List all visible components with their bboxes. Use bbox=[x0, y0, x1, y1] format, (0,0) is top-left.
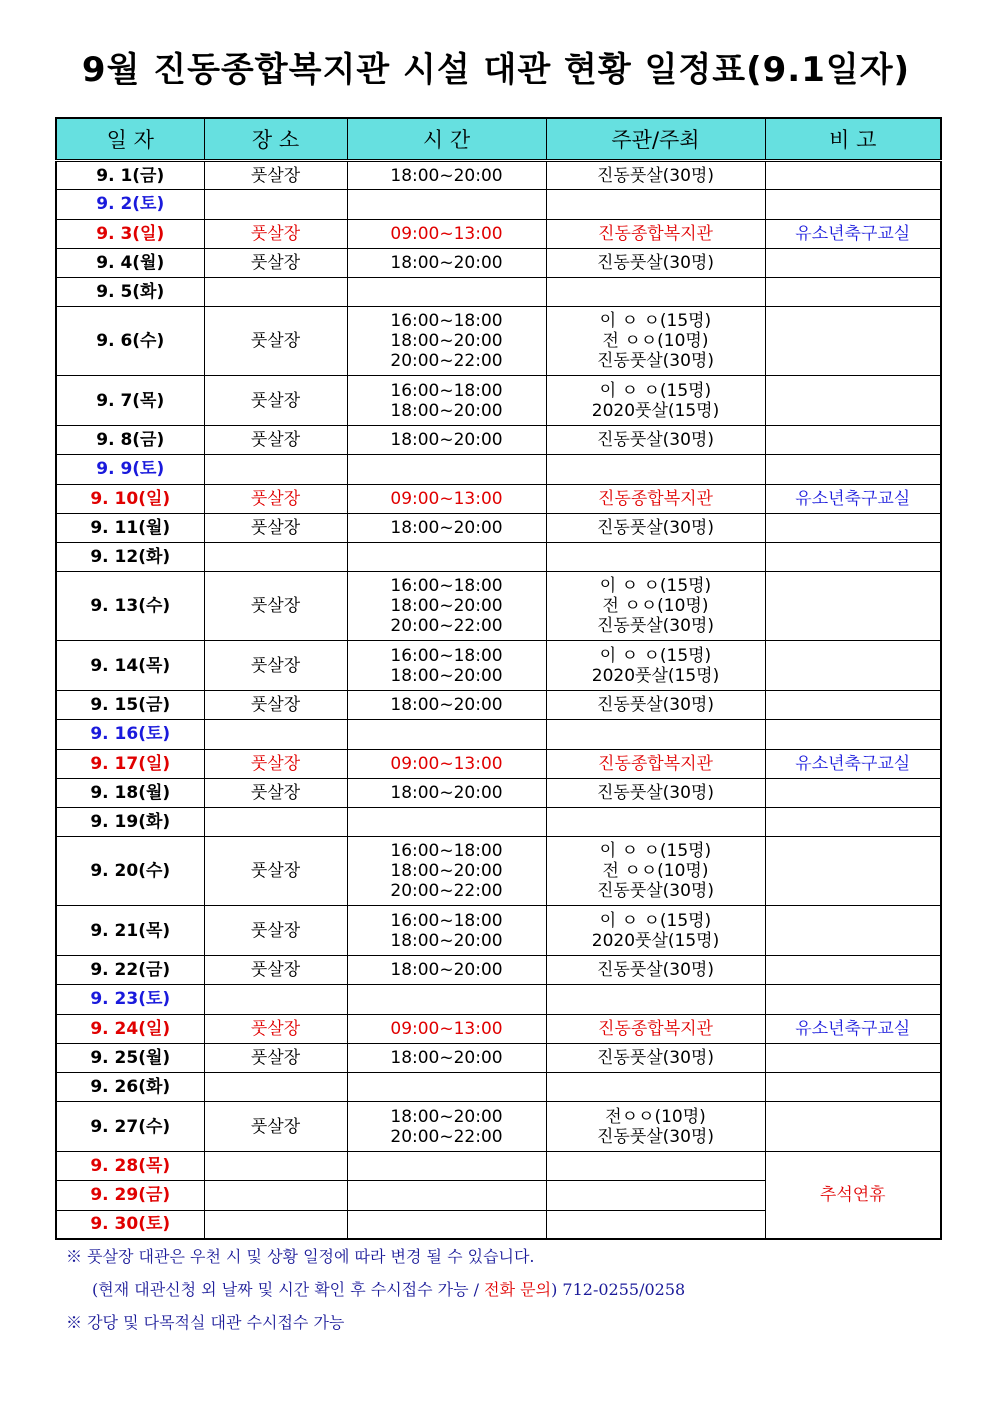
date-cell: 9. 6(수) bbox=[56, 307, 204, 376]
time-cell bbox=[347, 1210, 546, 1239]
time-cell bbox=[347, 425, 546, 454]
hosts-line: 이 ㅇ ㅇ(15명) bbox=[599, 645, 712, 666]
table-row bbox=[56, 513, 941, 542]
times-line: 18:00~20:00 bbox=[390, 596, 503, 617]
times-line: 18:00~20:00 bbox=[390, 783, 503, 803]
hosts-line: 진동종합복지관 bbox=[598, 753, 713, 774]
place-cell: 풋살장 bbox=[204, 641, 347, 691]
date-cell: 9. 22(금) bbox=[56, 955, 204, 984]
times-line: 09:00~13:00 bbox=[390, 223, 503, 244]
table-row bbox=[56, 190, 941, 219]
place-cell bbox=[204, 190, 347, 219]
host-cell bbox=[546, 906, 765, 956]
date-cell: 9. 23(토) bbox=[56, 985, 204, 1014]
host-cell bbox=[546, 1073, 765, 1102]
time-cell bbox=[347, 513, 546, 542]
note-cell bbox=[765, 1073, 941, 1102]
table-row bbox=[56, 690, 941, 719]
host-cell bbox=[546, 720, 765, 749]
note-cell bbox=[765, 778, 941, 807]
time-cell bbox=[347, 720, 546, 749]
time-cell bbox=[347, 906, 546, 956]
time-cell bbox=[347, 955, 546, 984]
note-cell bbox=[765, 455, 941, 484]
note-cell bbox=[765, 955, 941, 984]
date-cell: 9. 19(화) bbox=[56, 808, 204, 837]
table-row bbox=[56, 808, 941, 837]
header-host: 주관/주최 bbox=[546, 118, 765, 161]
hosts-line: 진동풋살(30명) bbox=[596, 783, 714, 803]
note-cell bbox=[765, 307, 941, 376]
time-cell bbox=[347, 1102, 546, 1152]
time-cell bbox=[347, 690, 546, 719]
place-cell bbox=[204, 543, 347, 572]
date-cell: 9. 11(월) bbox=[56, 513, 204, 542]
hosts-line: 진동풋살(30명) bbox=[596, 960, 714, 981]
table-row bbox=[56, 1043, 941, 1072]
hosts-line: 진동종합복지관 bbox=[598, 223, 713, 244]
header-row bbox=[56, 118, 941, 161]
note-cell bbox=[765, 190, 941, 219]
times-line: 18:00~20:00 bbox=[390, 253, 503, 274]
date-cell: 9. 24(일) bbox=[56, 1014, 204, 1043]
place-cell bbox=[204, 1210, 347, 1239]
table-row bbox=[56, 1073, 941, 1102]
table-row bbox=[56, 641, 941, 691]
place-cell: 풋살장 bbox=[204, 484, 347, 513]
host-cell bbox=[546, 808, 765, 837]
place-cell bbox=[204, 720, 347, 749]
table-row bbox=[56, 376, 941, 426]
note-cell bbox=[765, 513, 941, 542]
place-cell: 풋살장 bbox=[204, 161, 347, 190]
host-cell bbox=[546, 307, 765, 376]
note-cell bbox=[765, 1102, 941, 1152]
place-cell bbox=[204, 985, 347, 1014]
hosts-line: 진동풋살(30명) bbox=[596, 165, 714, 186]
time-cell bbox=[347, 985, 546, 1014]
date-cell: 9. 1(금) bbox=[56, 161, 204, 190]
table-row bbox=[56, 749, 941, 778]
footnote-contact-a: (현재 대관신청 외 날짜 및 시간 확인 후 수시접수 가능 / bbox=[92, 1280, 485, 1299]
date-cell: 9. 14(목) bbox=[56, 641, 204, 691]
date-cell: 9. 27(수) bbox=[56, 1102, 204, 1152]
time-cell bbox=[347, 161, 546, 190]
times-line: 18:00~20:00 bbox=[390, 665, 503, 686]
times-line: 16:00~18:00 bbox=[390, 576, 503, 597]
place-cell: 풋살장 bbox=[204, 248, 347, 277]
holiday-note-cell: 추석연휴 bbox=[765, 1151, 941, 1239]
hosts-line: 진동풋살(30명) bbox=[596, 351, 714, 372]
date-cell: 9. 10(일) bbox=[56, 484, 204, 513]
hosts-line: 진동풋살(30명) bbox=[596, 430, 714, 451]
times-line: 16:00~18:00 bbox=[390, 645, 503, 666]
time-cell bbox=[347, 1181, 546, 1210]
hosts-line: 전ㅇㅇ(10명) bbox=[605, 1106, 706, 1127]
footnote-weather: ※ 풋살장 대관은 우천 시 및 상황 일정에 따라 변경 될 수 있습니다. bbox=[66, 1247, 535, 1266]
footnote-contact-c: ) 712-0255/0258 bbox=[551, 1280, 686, 1299]
host-cell bbox=[546, 778, 765, 807]
time-cell bbox=[347, 808, 546, 837]
time-cell bbox=[347, 219, 546, 248]
host-cell bbox=[546, 190, 765, 219]
host-cell bbox=[546, 1210, 765, 1239]
header-note: 비 고 bbox=[765, 118, 941, 161]
note-cell bbox=[765, 837, 941, 906]
time-cell bbox=[347, 278, 546, 307]
place-cell: 풋살장 bbox=[204, 906, 347, 956]
hosts-line: 이 ㅇ ㅇ(15명) bbox=[599, 841, 712, 862]
host-cell bbox=[546, 455, 765, 484]
date-cell: 9. 9(토) bbox=[56, 455, 204, 484]
date-cell: 9. 21(목) bbox=[56, 906, 204, 956]
date-cell: 9. 8(금) bbox=[56, 425, 204, 454]
table-row bbox=[56, 778, 941, 807]
place-cell bbox=[204, 1151, 347, 1180]
note-cell bbox=[765, 641, 941, 691]
times-line: 18:00~20:00 bbox=[390, 331, 503, 352]
footnote-auditorium: ※ 강당 및 다목적실 대관 수시접수 가능 bbox=[66, 1313, 345, 1332]
time-cell bbox=[347, 749, 546, 778]
time-cell bbox=[347, 1043, 546, 1072]
time-cell bbox=[347, 248, 546, 277]
place-cell bbox=[204, 1181, 347, 1210]
date-cell: 9. 4(월) bbox=[56, 248, 204, 277]
note-cell: 유소년축구교실 bbox=[765, 1014, 941, 1043]
host-cell bbox=[546, 278, 765, 307]
place-cell: 풋살장 bbox=[204, 749, 347, 778]
date-cell: 9. 30(토) bbox=[56, 1210, 204, 1239]
place-cell bbox=[204, 1073, 347, 1102]
note-cell bbox=[765, 425, 941, 454]
hosts-line: 2020풋살(15명) bbox=[591, 400, 720, 421]
times-line: 18:00~20:00 bbox=[390, 930, 503, 951]
host-cell bbox=[546, 985, 765, 1014]
host-cell bbox=[546, 1181, 765, 1210]
table-row bbox=[56, 455, 941, 484]
table-row bbox=[56, 543, 941, 572]
footnote-contact bbox=[92, 1277, 685, 1300]
note-cell bbox=[765, 572, 941, 641]
schedule-body bbox=[56, 161, 941, 1240]
host-cell bbox=[546, 484, 765, 513]
hosts-line: 진동풋살(30명) bbox=[596, 881, 714, 902]
host-cell bbox=[546, 1102, 765, 1152]
hosts-line: 이 ㅇ ㅇ(15명) bbox=[599, 311, 712, 332]
time-cell bbox=[347, 641, 546, 691]
note-cell bbox=[765, 543, 941, 572]
time-cell bbox=[347, 1014, 546, 1043]
note-cell bbox=[765, 985, 941, 1014]
date-cell: 9. 16(토) bbox=[56, 720, 204, 749]
time-cell bbox=[347, 376, 546, 426]
table-row bbox=[56, 219, 941, 248]
table-row bbox=[56, 248, 941, 277]
times-line: 09:00~13:00 bbox=[390, 488, 503, 509]
time-cell bbox=[347, 484, 546, 513]
host-cell bbox=[546, 955, 765, 984]
table-row bbox=[56, 906, 941, 956]
date-cell: 9. 26(화) bbox=[56, 1073, 204, 1102]
table-row bbox=[56, 1151, 941, 1180]
host-cell bbox=[546, 1151, 765, 1180]
note-cell: 유소년축구교실 bbox=[765, 749, 941, 778]
place-cell: 풋살장 bbox=[204, 513, 347, 542]
footnote-phone-label: 전화 문의 bbox=[484, 1280, 552, 1299]
table-row bbox=[56, 425, 941, 454]
time-cell bbox=[347, 837, 546, 906]
hosts-line: 이 ㅇ ㅇ(15명) bbox=[599, 576, 712, 597]
host-cell bbox=[546, 161, 765, 190]
place-cell: 풋살장 bbox=[204, 690, 347, 719]
place-cell bbox=[204, 455, 347, 484]
place-cell: 풋살장 bbox=[204, 572, 347, 641]
time-cell bbox=[347, 455, 546, 484]
note-cell bbox=[765, 906, 941, 956]
host-cell bbox=[546, 219, 765, 248]
date-cell: 9. 2(토) bbox=[56, 190, 204, 219]
date-cell: 9. 25(월) bbox=[56, 1043, 204, 1072]
host-cell bbox=[546, 690, 765, 719]
place-cell: 풋살장 bbox=[204, 778, 347, 807]
time-cell bbox=[347, 1151, 546, 1180]
hosts-line: 2020풋살(15명) bbox=[591, 665, 720, 686]
table-row bbox=[56, 720, 941, 749]
times-line: 18:00~20:00 bbox=[390, 960, 503, 981]
hosts-line: 진동종합복지관 bbox=[598, 1018, 713, 1039]
hosts-line: 이 ㅇ ㅇ(15명) bbox=[599, 380, 712, 401]
table-row bbox=[56, 1014, 941, 1043]
host-cell bbox=[546, 425, 765, 454]
place-cell: 풋살장 bbox=[204, 425, 347, 454]
host-cell bbox=[546, 1014, 765, 1043]
schedule-table bbox=[55, 117, 942, 1240]
host-cell bbox=[546, 837, 765, 906]
times-line: 20:00~22:00 bbox=[390, 351, 503, 372]
time-cell bbox=[347, 572, 546, 641]
note-cell bbox=[765, 248, 941, 277]
table-row bbox=[56, 1102, 941, 1152]
place-cell: 풋살장 bbox=[204, 376, 347, 426]
note-cell: 유소년축구교실 bbox=[765, 484, 941, 513]
place-cell: 풋살장 bbox=[204, 307, 347, 376]
place-cell bbox=[204, 278, 347, 307]
page-title: 9월 진동종합복지관 시설 대관 현황 일정표(9.1일자) bbox=[81, 50, 911, 90]
date-cell: 9. 18(월) bbox=[56, 778, 204, 807]
times-line: 18:00~20:00 bbox=[390, 400, 503, 421]
host-cell bbox=[546, 641, 765, 691]
place-cell bbox=[204, 808, 347, 837]
host-cell bbox=[546, 248, 765, 277]
times-line: 18:00~20:00 bbox=[390, 518, 503, 539]
host-cell bbox=[546, 513, 765, 542]
date-cell: 9. 28(목) bbox=[56, 1151, 204, 1180]
table-row bbox=[56, 278, 941, 307]
time-cell bbox=[347, 778, 546, 807]
times-line: 09:00~13:00 bbox=[390, 753, 503, 774]
table-row bbox=[56, 161, 941, 190]
times-line: 16:00~18:00 bbox=[390, 311, 503, 332]
note-cell bbox=[765, 1043, 941, 1072]
date-cell: 9. 5(화) bbox=[56, 278, 204, 307]
hosts-line: 진동풋살(30명) bbox=[596, 1126, 714, 1147]
note-cell bbox=[765, 808, 941, 837]
place-cell: 풋살장 bbox=[204, 955, 347, 984]
place-cell: 풋살장 bbox=[204, 219, 347, 248]
times-line: 16:00~18:00 bbox=[390, 380, 503, 401]
times-line: 20:00~22:00 bbox=[390, 1126, 503, 1147]
note-cell bbox=[765, 161, 941, 190]
hosts-line: 진동풋살(30명) bbox=[596, 253, 714, 274]
time-cell bbox=[347, 190, 546, 219]
place-cell: 풋살장 bbox=[204, 837, 347, 906]
note-cell bbox=[765, 376, 941, 426]
times-line: 20:00~22:00 bbox=[390, 616, 503, 637]
place-cell: 풋살장 bbox=[204, 1102, 347, 1152]
hosts-line: 전 ㅇㅇ(10명) bbox=[602, 861, 709, 882]
table-row bbox=[56, 955, 941, 984]
time-cell bbox=[347, 307, 546, 376]
table-row bbox=[56, 307, 941, 376]
date-cell: 9. 15(금) bbox=[56, 690, 204, 719]
header-place: 장 소 bbox=[204, 118, 347, 161]
note-cell bbox=[765, 690, 941, 719]
note-cell: 유소년축구교실 bbox=[765, 219, 941, 248]
hosts-line: 진동종합복지관 bbox=[598, 488, 713, 509]
header-time: 시 간 bbox=[347, 118, 546, 161]
table-row bbox=[56, 985, 941, 1014]
times-line: 16:00~18:00 bbox=[390, 841, 503, 862]
date-cell: 9. 29(금) bbox=[56, 1181, 204, 1210]
hosts-line: 이 ㅇ ㅇ(15명) bbox=[599, 910, 712, 931]
date-cell: 9. 3(일) bbox=[56, 219, 204, 248]
time-cell bbox=[347, 543, 546, 572]
times-line: 18:00~20:00 bbox=[390, 861, 503, 882]
hosts-line: 전 ㅇㅇ(10명) bbox=[602, 331, 709, 352]
date-cell: 9. 7(목) bbox=[56, 376, 204, 426]
date-cell: 9. 17(일) bbox=[56, 749, 204, 778]
host-cell bbox=[546, 376, 765, 426]
host-cell bbox=[546, 543, 765, 572]
hosts-line: 진동풋살(30명) bbox=[596, 616, 714, 637]
times-line: 20:00~22:00 bbox=[390, 881, 503, 902]
host-cell bbox=[546, 749, 765, 778]
hosts-line: 진동풋살(30명) bbox=[596, 1047, 714, 1068]
times-line: 18:00~20:00 bbox=[390, 165, 503, 186]
date-cell: 9. 13(수) bbox=[56, 572, 204, 641]
place-cell: 풋살장 bbox=[204, 1014, 347, 1043]
note-cell bbox=[765, 720, 941, 749]
date-cell: 9. 12(화) bbox=[56, 543, 204, 572]
hosts-line: 진동풋살(30명) bbox=[596, 518, 714, 539]
table-row bbox=[56, 572, 941, 641]
hosts-line: 2020풋살(15명) bbox=[591, 930, 720, 951]
table-row bbox=[56, 837, 941, 906]
times-line: 18:00~20:00 bbox=[390, 695, 503, 716]
times-line: 09:00~13:00 bbox=[390, 1018, 503, 1039]
times-line: 16:00~18:00 bbox=[390, 910, 503, 931]
date-cell: 9. 20(수) bbox=[56, 837, 204, 906]
host-cell bbox=[546, 1043, 765, 1072]
times-line: 18:00~20:00 bbox=[390, 1047, 503, 1068]
times-line: 18:00~20:00 bbox=[390, 1106, 503, 1127]
host-cell bbox=[546, 572, 765, 641]
hosts-line: 전 ㅇㅇ(10명) bbox=[602, 596, 709, 617]
hosts-line: 진동풋살(30명) bbox=[596, 695, 714, 716]
table-row bbox=[56, 484, 941, 513]
times-line: 18:00~20:00 bbox=[390, 430, 503, 451]
time-cell bbox=[347, 1073, 546, 1102]
place-cell: 풋살장 bbox=[204, 1043, 347, 1072]
header-date: 일 자 bbox=[56, 118, 204, 161]
note-cell bbox=[765, 278, 941, 307]
